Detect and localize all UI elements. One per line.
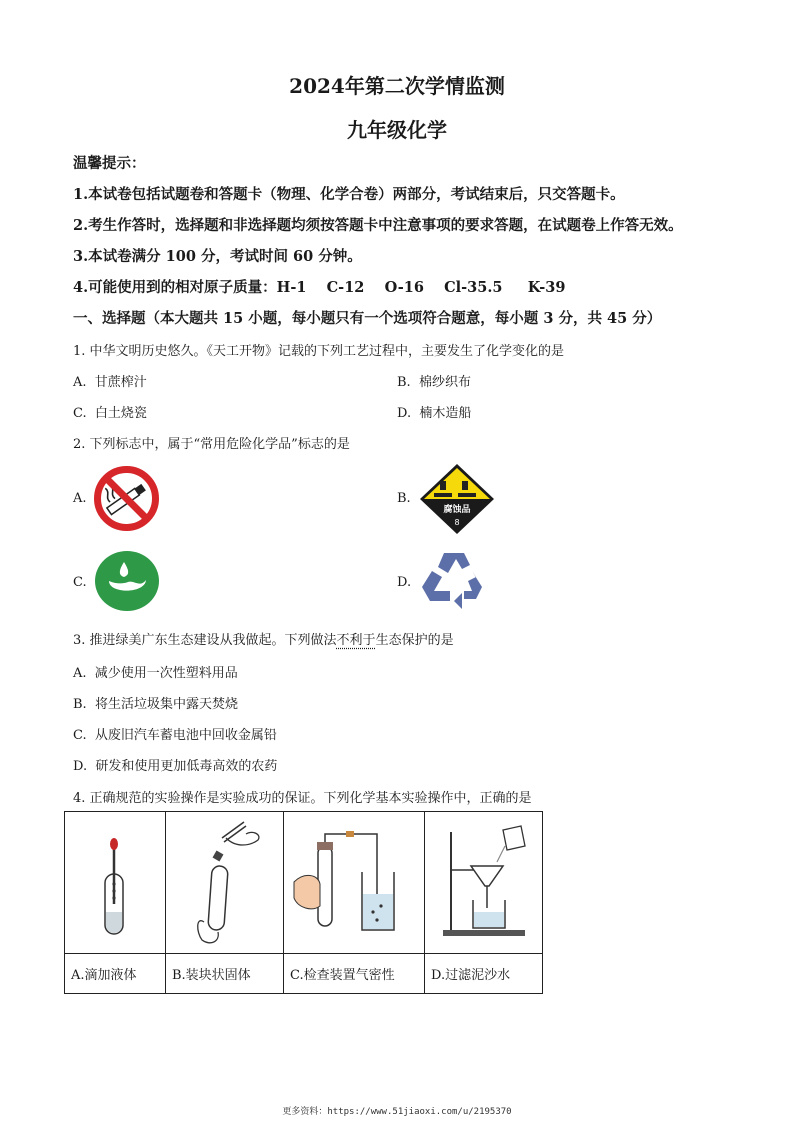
question-1-option-d: D. 楠木造船 <box>397 406 472 421</box>
lab-figure-a <box>65 812 166 954</box>
notice-heading: 温馨提示： <box>73 155 146 172</box>
lab-caption-d: D.过滤泥沙水 <box>425 954 543 994</box>
notice-item-4: 4.可能使用到的相对原子质量：H-1 C-12 O-16 Cl-35.5 K-39 <box>73 279 566 296</box>
filtration-icon <box>425 812 542 949</box>
question-3-option-d: D. 研发和使用更加低毒高效的农药 <box>73 759 278 774</box>
question-2-label-b: B. <box>397 491 411 506</box>
water-saving-icon <box>94 550 160 612</box>
corrosive-icon <box>418 462 496 536</box>
section-heading: 一、选择题（本大题共 15 小题，每小题只有一个选项符合题意，每小题 3 分，共 45 分） <box>73 310 662 327</box>
question-2-label-c: C. <box>73 575 87 590</box>
question-3-option-c: C. 从废旧汽车蓄电池中回收金属铅 <box>73 728 277 743</box>
question-1-stem: 1. 中华文明历史悠久。《天工开物》记载的下列工艺过程中，主要发生了化学变化的是 <box>73 344 565 359</box>
lab-figure-d <box>425 812 543 954</box>
question-3-stem <box>73 629 454 648</box>
no-smoking-icon <box>93 465 160 532</box>
question-3-stem-post: 生态保护的是 <box>375 633 454 648</box>
footer-link[interactable]: 更多资料：https://www.51jiaoxi.com/u/2195370 <box>282 1107 512 1117</box>
dropper-test-tube-icon <box>65 812 165 949</box>
lab-caption-c: C.检查装置气密性 <box>284 954 425 994</box>
question-3-option-a: A. 减少使用一次性塑料用品 <box>73 666 238 681</box>
question-1-option-a: A. 甘蔗榨汁 <box>73 375 147 390</box>
recycle-icon <box>418 549 490 613</box>
lab-caption-b: B.装块状固体 <box>166 954 284 994</box>
question-4-stem: 4. 正确规范的实验操作是实验成功的保证。下列化学基本实验操作中，正确的是 <box>73 791 532 806</box>
lab-figure-b <box>166 812 284 954</box>
airtightness-check-icon <box>284 812 424 949</box>
question-2-label-a: A. <box>73 491 87 506</box>
lab-figure-c <box>284 812 425 954</box>
page-title: 2024年第二次学情监测 <box>289 74 505 98</box>
notice-item-2: 2.考生作答时，选择题和非选择题均须按答题卡中注意事项的要求答题，在试题卷上作答无效。 <box>73 217 683 234</box>
tweezers-test-tube-icon <box>166 812 283 949</box>
lab-caption-a: A.滴加液体 <box>65 954 166 994</box>
question-2-stem: 2. 下列标志中，属于“常用危险化学品”标志的是 <box>73 437 350 452</box>
notice-item-1: 1.本试卷包括试题卷和答题卡（物理、化学合卷）两部分，考试结束后，只交答题卡。 <box>73 186 625 203</box>
lab-operations-table <box>64 811 543 994</box>
question-2-label-d: D. <box>397 575 412 590</box>
question-3-option-b: B. 将生活垃圾集中露天焚烧 <box>73 697 238 712</box>
question-1-option-b: B. 棉纱织布 <box>397 375 471 390</box>
page-subtitle: 九年级化学 <box>347 118 447 142</box>
question-3-stem-emphasis: 不利于 <box>336 633 376 648</box>
corrosive-icon-text: 腐蚀品 <box>443 505 471 515</box>
notice-item-3: 3.本试卷满分 100 分，考试时间 60 分钟。 <box>73 248 362 265</box>
corrosive-icon-number: 8 <box>454 518 460 527</box>
question-1-option-c: C. 白土烧瓷 <box>73 406 147 421</box>
question-3-stem-pre: 3. 推进绿美广东生态建设从我做起。下列做法 <box>73 633 337 648</box>
